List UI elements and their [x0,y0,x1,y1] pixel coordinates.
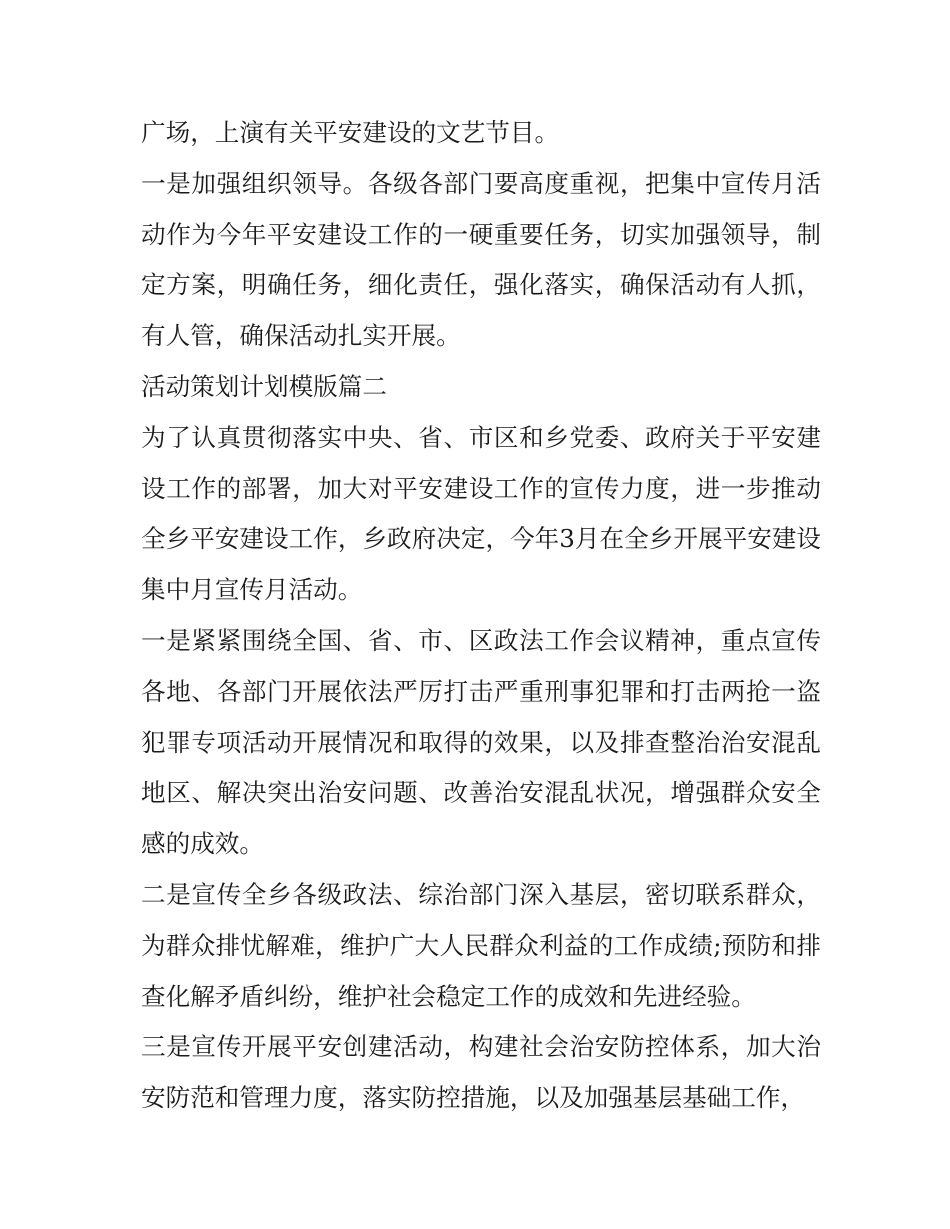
document-body [141,108,821,1124]
paragraph-point-two: 二是宣传全乡各级政法、综治部门深入基层，密切联系群众，为群众排忧解难，维护广大人民群众利益的工作成绩;预防和排查化解矛盾纠纷，维护社会稳定工作的成效和先进经验。 [141,879,821,1011]
paragraph-point-one: 一是紧紧围绕全国、省、市、区政法工作会议精神，重点宣传各地、各部门开展依法严厉打击严重刑事犯罪和打击两抢一盗犯罪专项活动开展情况和取得的效果，以及排查整治治安混乱地区、解决突出治安问题、改善治安混乱状况，增强群众安全感的成效。 [141,625,821,859]
paragraph-intro-campaign: 为了认真贯彻落实中央、省、市区和乡党委、政府关于平安建设工作的部署，加大对平安建设工作的宣传力度，进一步推动全乡平安建设工作，乡政府决定，今年3月在全乡开展平安建设集中月宣传月活动。 [141,422,821,605]
paragraph-point-three: 三是宣传开展平安创建活动，构建社会治安防控体系，加大治安防范和管理力度，落实防控措施，以及加强基层基础工作， [141,1032,821,1113]
section-heading: 活动策划计划模版篇二 [141,371,387,401]
paragraph-square-performance: 广场，上演有关平安建设的文艺节目。 [141,118,560,147]
paragraph-organization-leadership: 一是加强组织领导。各级各部门要高度重视，把集中宣传月活动作为今年平安建设工作的一硬重要任务，切实加强领导，制定方案，明确任务，细化责任，强化落实，确保活动有人抓，有人管，确保活动扎实开展。 [141,168,821,351]
